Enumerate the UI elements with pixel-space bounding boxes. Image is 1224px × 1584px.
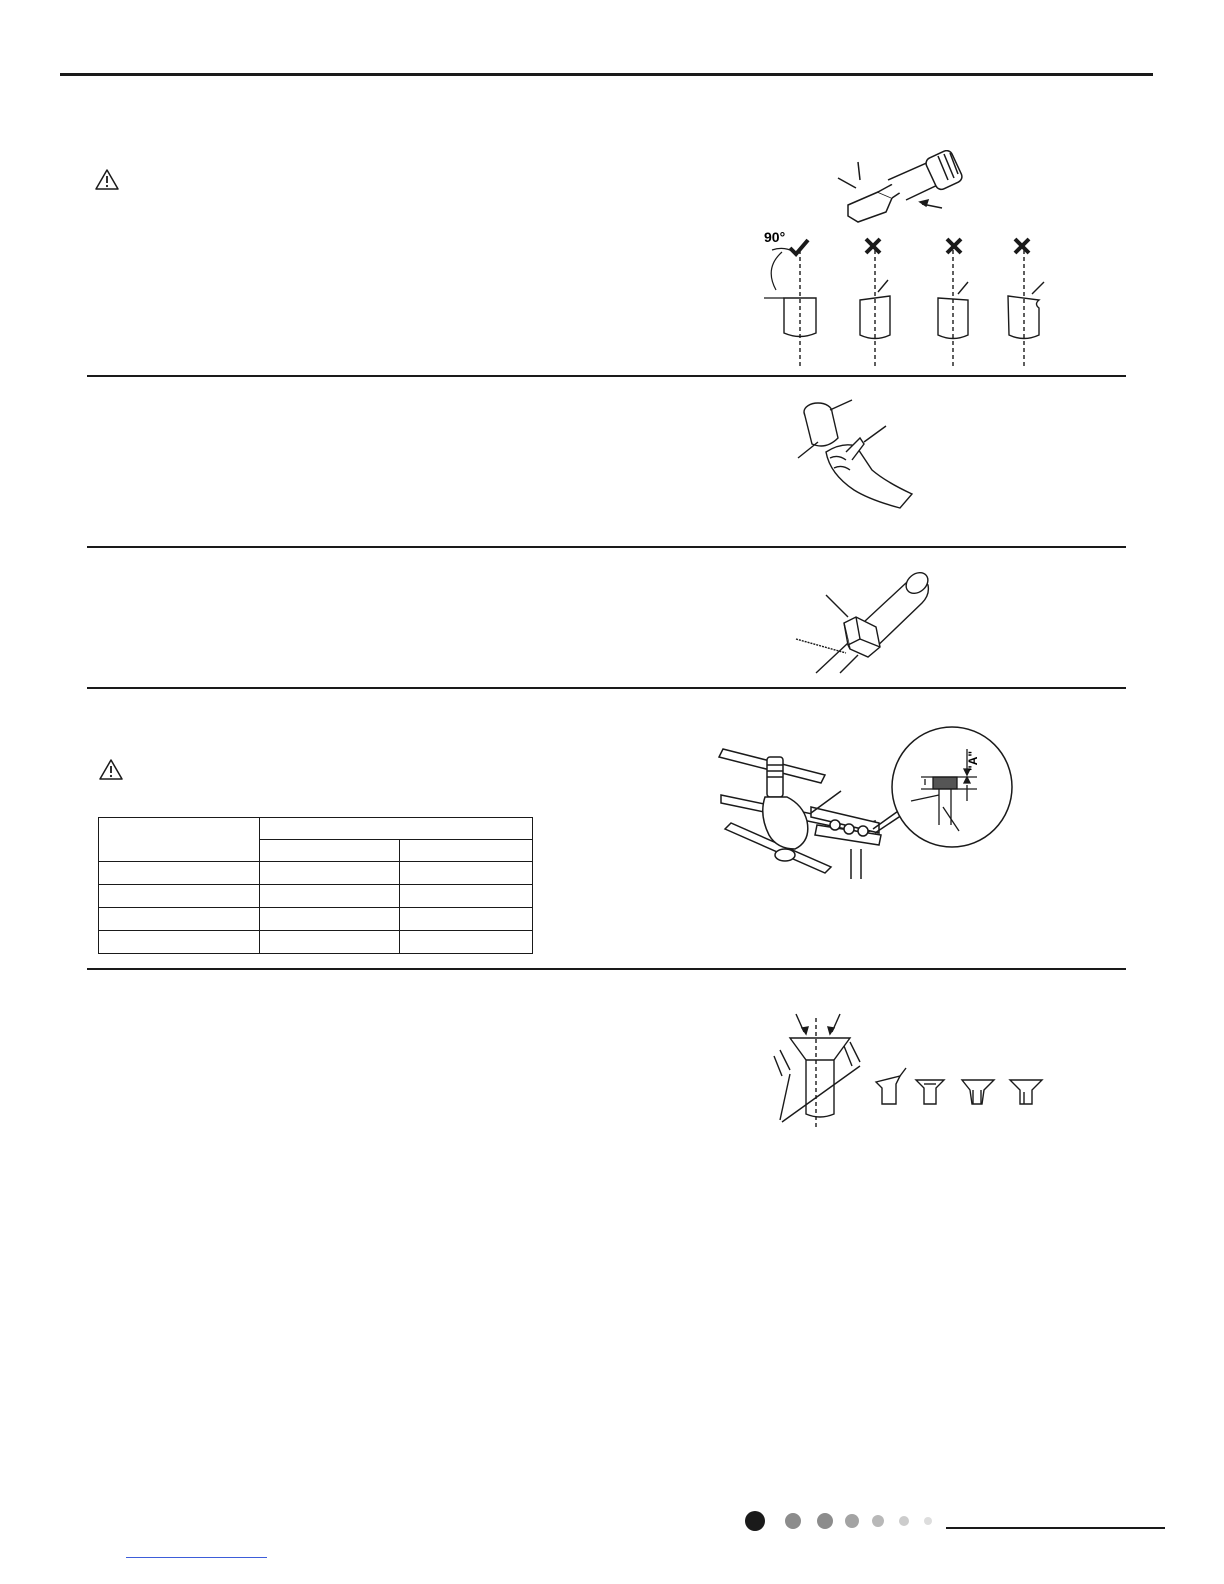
cross-mark-icon <box>1015 239 1029 253</box>
header-rule <box>60 73 1153 76</box>
flaring-tool-figure <box>715 725 1020 890</box>
flare-dimension-table <box>98 817 533 954</box>
table-header-cell <box>260 818 533 840</box>
cross-mark-icon <box>866 239 880 253</box>
pipe-cutter-illustration <box>838 150 964 222</box>
warning-icon <box>98 758 124 782</box>
cross-mark-icon <box>947 239 961 253</box>
deburring-figure <box>790 390 930 515</box>
table-header-cell <box>99 818 260 862</box>
footer-rule <box>946 1527 1165 1529</box>
table-row <box>99 862 533 885</box>
footer-link-underline[interactable] <box>126 1557 267 1558</box>
dimension-label: "A" <box>966 750 980 771</box>
angle-label: 90° <box>764 229 786 245</box>
table-row <box>99 885 533 908</box>
section-divider <box>87 546 1126 548</box>
pipe-cutter-figure <box>750 150 1070 372</box>
flare-check-figure <box>760 1010 1060 1130</box>
table-row <box>99 931 533 954</box>
warning-icon <box>94 168 120 192</box>
table-subheader-cell <box>260 840 400 862</box>
flare-nut-figure <box>790 565 940 677</box>
table-row <box>99 908 533 931</box>
table-subheader-cell <box>400 840 533 862</box>
section-divider <box>87 968 1126 970</box>
section-divider <box>87 375 1126 377</box>
section-divider <box>87 687 1126 689</box>
page-dots-decoration <box>745 1510 945 1532</box>
